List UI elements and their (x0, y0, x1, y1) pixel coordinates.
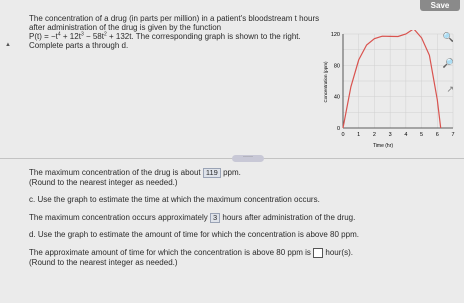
concentration-graph (321, 30, 461, 155)
x-tick-label: 4 (404, 132, 408, 138)
part-d-note: (Round to the nearest integer as needed.) (29, 258, 178, 268)
zoom-out-icon[interactable]: 🔎 (442, 58, 454, 68)
x-tick-label: 1 (357, 132, 361, 138)
y-tick-label: 80 (333, 63, 340, 70)
more-button[interactable]: ····· (232, 155, 264, 162)
part-b-answer-box[interactable]: 119 (203, 168, 221, 178)
parts-section (29, 168, 449, 268)
part-c-answer-box[interactable]: 3 (210, 213, 220, 223)
part-d-answer-input[interactable] (313, 248, 323, 258)
part-d-answer-line: The approximate amount of time for which the concentration is above 80 ppm is hour(s). (29, 248, 353, 258)
part-d-question: d. Use the graph to estimate the amount of time for which the concentration is above 80 ppm. (29, 230, 359, 240)
x-axis-label: Time (hr) (372, 143, 394, 149)
zoom-in-icon[interactable]: 🔍 (442, 32, 454, 42)
expand-icon[interactable]: ↗ (446, 84, 454, 94)
concentration-curve (343, 30, 441, 128)
y-axis-label: Concentration (ppm) (323, 61, 328, 103)
problem-statement (29, 14, 329, 50)
problem-intro: The concentration of a drug (in parts per million) in a patient's bloodstream t hours after administration of the drug is given by the function (29, 14, 320, 32)
graph-grid (343, 34, 453, 128)
x-tick-label: 2 (372, 132, 376, 138)
x-tick-label: 5 (420, 132, 424, 138)
x-tick-label: 6 (435, 132, 439, 138)
part-c-answer-line: The maximum concentration occurs approximately 3 hours after administration of the drug. (29, 213, 356, 223)
collapse-arrow-icon[interactable]: ▲ (5, 42, 11, 48)
function-definition: $P(t) = -t^4 + 12t^3 - 58t^2 + 132t$. The corresponding graph is shown to the right. (29, 31, 301, 41)
y-tick-label: 120 (330, 32, 340, 38)
save-button[interactable]: Save (420, 0, 460, 11)
x-tick-label: 3 (388, 132, 392, 138)
part-b-answer-line: The maximum concentration of the drug is about 119 ppm. (29, 168, 241, 178)
part-b-note: (Round to the nearest integer as needed.) (29, 178, 178, 188)
y-tick-label: 0 (336, 126, 340, 132)
x-tick-label: 0 (341, 132, 345, 138)
x-tick-label: 7 (451, 132, 455, 138)
y-tick-label: 40 (333, 94, 340, 101)
part-c-question: c. Use the graph to estimate the time at which the maximum concentration occurs. (29, 195, 320, 205)
instruction: Complete parts a through d. (29, 41, 129, 50)
